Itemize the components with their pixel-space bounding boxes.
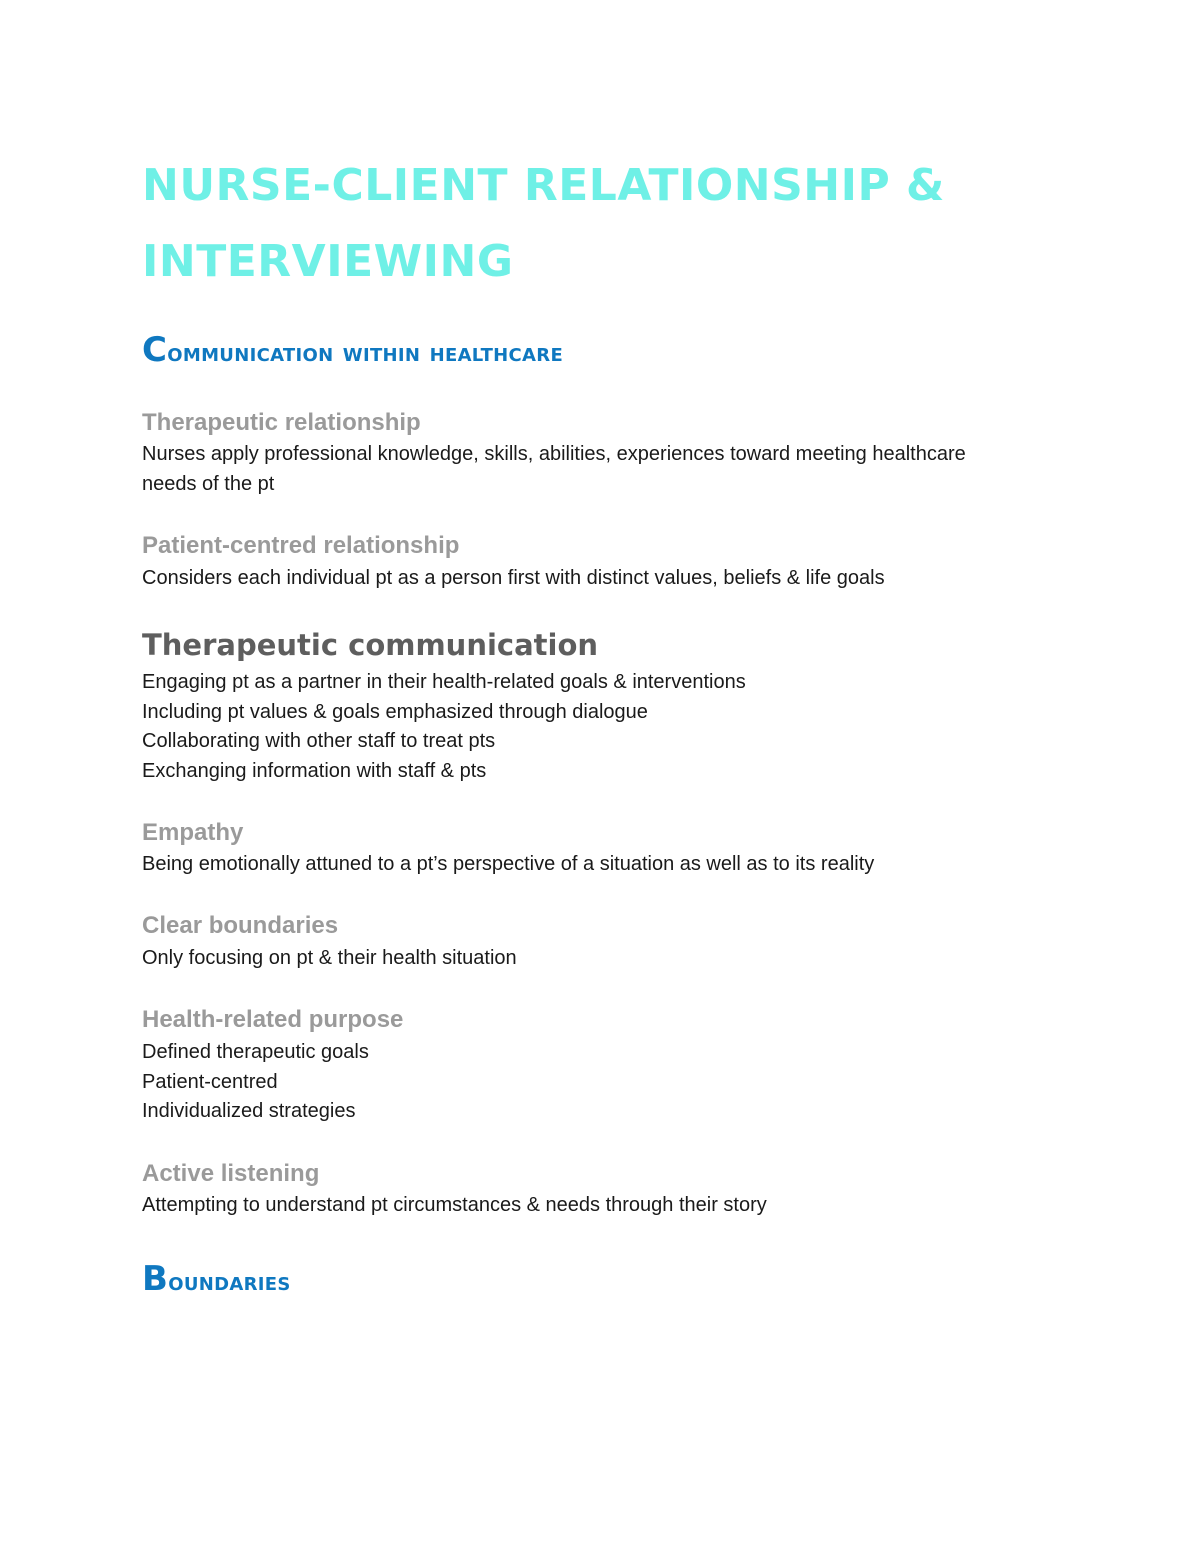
- section-heading-boundaries: Boundaries: [142, 1259, 291, 1299]
- section-heading-communication: Communication within healthcare: [142, 330, 564, 370]
- text-line: Defined therapeutic goals: [142, 1041, 369, 1063]
- subheading-patient-centred-relationship: Patient-centred relationship: [142, 532, 460, 559]
- text-line: Including pt values & goals emphasized through dialogue: [142, 700, 648, 723]
- health-related-purpose-text: [142, 1038, 369, 1127]
- active-listening-text: [142, 1191, 767, 1221]
- text-line: Patient-centred: [142, 1070, 278, 1093]
- text-line: Collaborating with other staff to treat pts: [142, 730, 496, 752]
- text-line: Engaging pt as a partner in their health-related goals & interventions: [142, 671, 746, 693]
- text-line: Considers each individual pt as a person first with distinct values, beliefs & life goals: [142, 567, 885, 589]
- text-line: Individualized strategies: [142, 1100, 356, 1122]
- subheading-clear-boundaries: Clear boundaries: [142, 912, 339, 939]
- therapeutic-relationship-text: [142, 440, 966, 499]
- text-line: Exchanging information with staff & pts: [142, 759, 487, 782]
- subheading-empathy: Empathy: [142, 819, 244, 846]
- subheading-therapeutic-communication: Therapeutic communication: [142, 628, 599, 662]
- subheading-health-related-purpose: Health-related purpose: [142, 1006, 404, 1033]
- text-line: Nurses apply professional knowledge, skills, abilities, experiences toward meeting healthcare: [142, 443, 966, 465]
- empathy-text: [142, 850, 874, 880]
- document-title: [142, 148, 945, 300]
- clear-boundaries-text: [142, 944, 517, 974]
- subheading-active-listening: Active listening: [142, 1160, 320, 1187]
- title-line-2: INTERVIEWING: [142, 236, 514, 287]
- title-line-1: NURSE-CLIENT RELATIONSHIP &: [142, 160, 945, 211]
- text-line: Attempting to understand pt circumstances & needs through their story: [142, 1194, 767, 1216]
- subheading-therapeutic-relationship: Therapeutic relationship: [142, 409, 421, 436]
- text-line: needs of the pt: [142, 472, 275, 495]
- text-line: Being emotionally attuned to a pt’s perspective of a situation as well as to its reality: [142, 853, 875, 875]
- text-line: Only focusing on pt & their health situation: [142, 947, 517, 969]
- patient-centred-relationship-text: [142, 564, 885, 594]
- therapeutic-communication-text: [142, 668, 746, 786]
